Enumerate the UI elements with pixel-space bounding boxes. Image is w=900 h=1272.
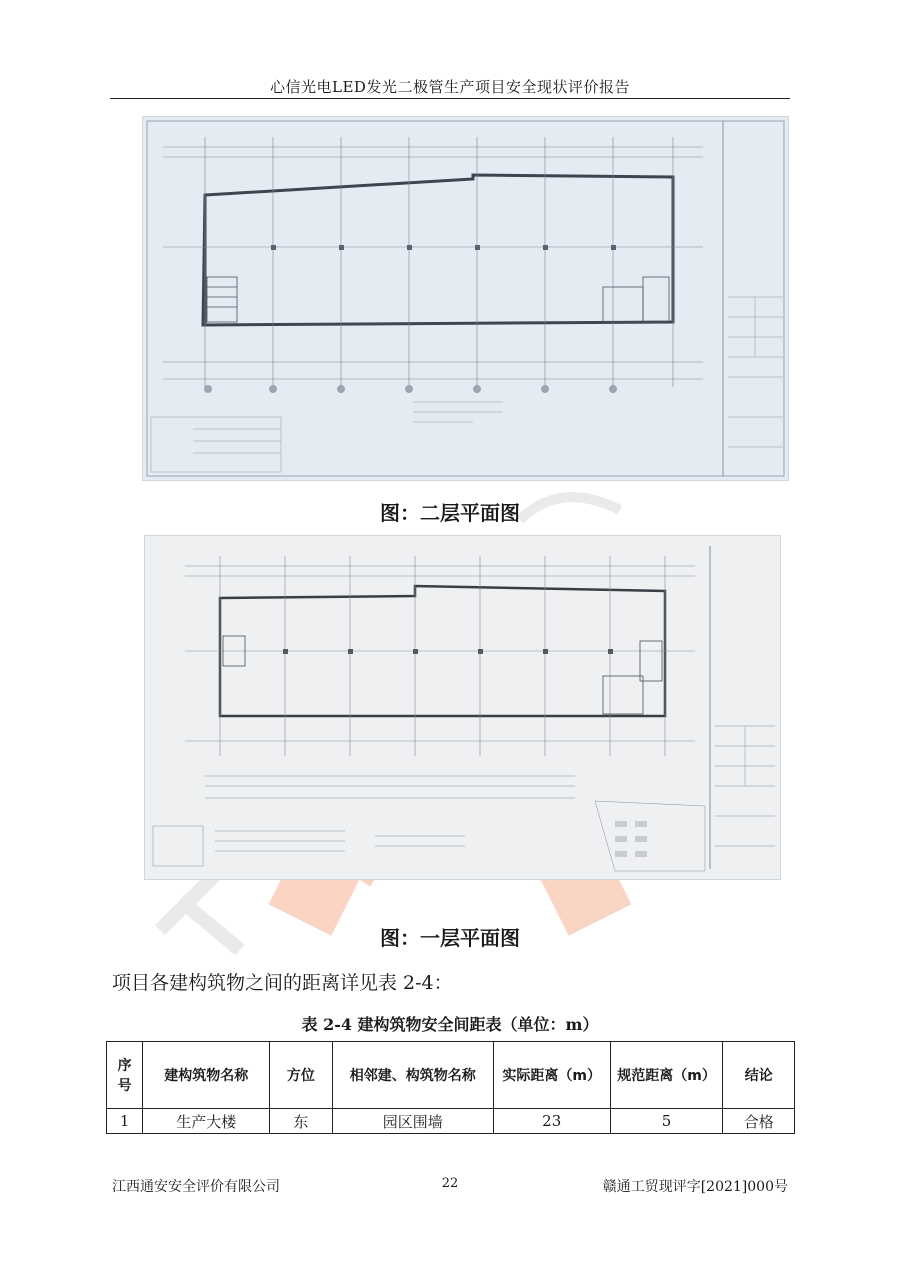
cell-actual-distance: 23 — [493, 1109, 610, 1134]
cell-index: 1 — [107, 1109, 143, 1134]
figure-caption-first-floor: 图：一层平面图 — [380, 926, 520, 950]
cell-adjacent: 园区围墙 — [332, 1109, 493, 1134]
cell-direction: 东 — [270, 1109, 332, 1134]
header-rule — [110, 98, 790, 99]
footer-company: 江西通安安全评价有限公司 — [112, 1179, 280, 1195]
col-header-building: 建构筑物名称 — [143, 1042, 270, 1109]
table-header-row — [107, 1042, 795, 1109]
col-header-actual-distance: 实际距离（m） — [493, 1042, 610, 1109]
col-header-conclusion: 结论 — [723, 1042, 795, 1109]
first-floor-plan-image — [144, 535, 781, 880]
table-title: 表 2-4 建构筑物安全间距表（单位：m） — [301, 1015, 599, 1034]
cell-standard-distance: 5 — [610, 1109, 723, 1134]
safety-distance-table — [106, 1041, 795, 1134]
second-floor-plan-image — [142, 116, 789, 481]
body-paragraph: 项目各建构筑物之间的距离详见表 2-4： — [112, 972, 453, 994]
col-header-standard-distance: 规范距离（m） — [610, 1042, 723, 1109]
figure-caption-second-floor: 图：二层平面图 — [380, 501, 520, 525]
col-header-index: 序号 — [107, 1042, 143, 1109]
footer-report-number: 赣通工贸现评字[2021]000号 — [602, 1179, 788, 1195]
cell-conclusion: 合格 — [723, 1109, 795, 1134]
table-row — [107, 1109, 795, 1134]
col-header-adjacent: 相邻建、构筑物名称 — [332, 1042, 493, 1109]
page-header: 心信光电LED发光二极管生产项目安全现状评价报告 — [270, 78, 630, 96]
col-header-direction: 方位 — [270, 1042, 332, 1109]
footer-page-number: 22 — [441, 1176, 459, 1191]
cell-building: 生产大楼 — [143, 1109, 270, 1134]
